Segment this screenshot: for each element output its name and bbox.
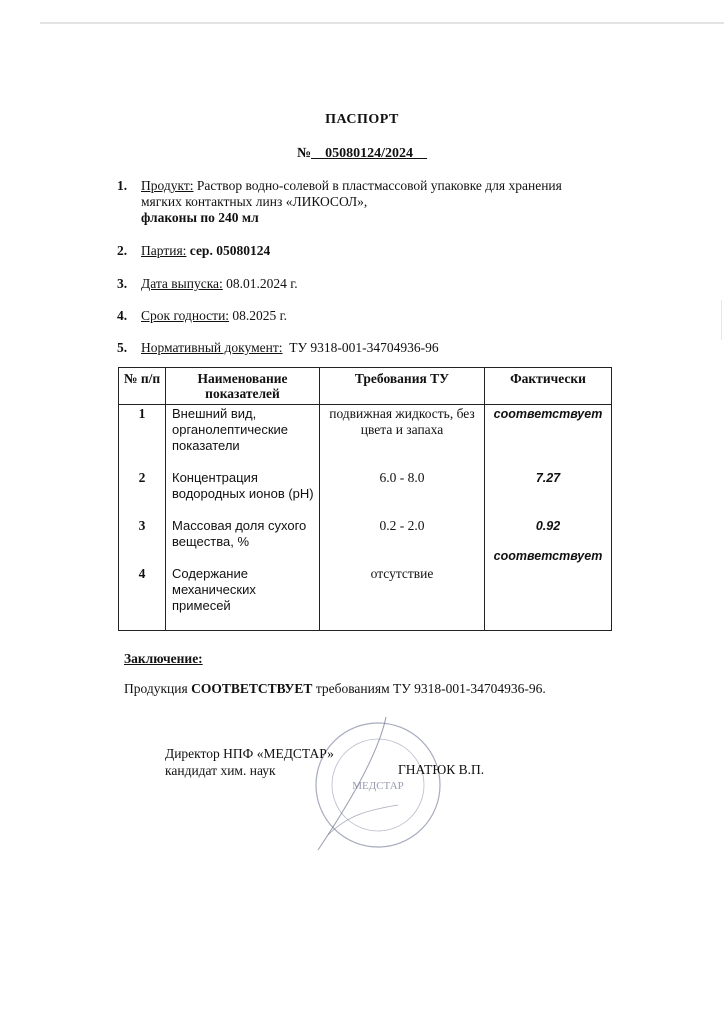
item-product (117, 178, 617, 226)
table-header-row (119, 368, 612, 405)
cell-name: Массовая доля сухого вещества, % (166, 517, 320, 565)
seal-stamp (308, 715, 448, 855)
item-value: ТУ 9318-001-34704936-96 (282, 340, 439, 355)
cell-actual: 7.27 (485, 469, 612, 517)
item-index: 4. (117, 308, 128, 323)
item-index: 1. (117, 178, 128, 193)
item-value: 08.01.2024 г. (222, 276, 298, 291)
signer-position: Директор НПФ «МЕДСТАР» (165, 746, 334, 761)
header-requirement: Требования ТУ (320, 368, 485, 405)
cell-actual-value: 0.92 (535, 518, 561, 533)
conclusion-text (124, 681, 644, 697)
cell-name: Концентрация водородных ионов (pH) (166, 469, 320, 517)
cell-actual-extra: соответствует (493, 548, 603, 563)
table-row (119, 565, 612, 631)
document-number (0, 146, 724, 162)
scan-top-edge (40, 22, 724, 24)
item-release-date (117, 276, 617, 292)
signer-name: ГНАТЮК В.П. (398, 762, 485, 777)
cell-requirement: 6.0 - 8.0 (320, 469, 485, 517)
conclusion-text-before: Продукция (124, 681, 192, 696)
signer-degree: кандидат хим. наук (165, 763, 276, 778)
signer-block (165, 745, 334, 779)
conclusion-text-bold: СООТВЕТСТВУЕТ (191, 681, 313, 696)
cell-num: 3 (119, 517, 166, 565)
header-name: Наименование показателей (166, 368, 320, 405)
cell-num: 1 (119, 405, 166, 469)
cell-actual (485, 517, 612, 565)
cell-requirement: 0.2 - 2.0 (320, 517, 485, 565)
cell-name: Содержание механических примесей (166, 565, 320, 631)
conclusion-text-after: требованиям ТУ 9318-001-34704936-96. (312, 681, 546, 696)
cell-num: 2 (119, 469, 166, 517)
item-batch (117, 243, 617, 259)
item-label: Срок годности: (141, 308, 230, 323)
table-row (119, 469, 612, 517)
item-label: Продукт: (141, 178, 194, 193)
item-value-line3: флаконы по 240 мл (141, 210, 259, 225)
header-num: № п/п (119, 368, 166, 405)
header-actual: Фактически (485, 368, 612, 405)
item-value-line2: мягких контактных линз «ЛИКОСОЛ», (141, 194, 368, 209)
conclusion-label: Заключение: (124, 651, 203, 666)
item-value: Раствор водно-солевой в пластмассовой упаковке для хранения (193, 178, 562, 193)
cell-name: Внешний вид, органолептические показатели (166, 405, 320, 469)
parameters-table (118, 367, 612, 631)
item-label: Дата выпуска: (141, 276, 223, 291)
number-prefix: № (297, 146, 312, 161)
item-index: 3. (117, 276, 128, 291)
table-row (119, 405, 612, 469)
item-normative-doc (117, 340, 617, 356)
scan-edge-mark (721, 300, 722, 340)
document-title: ПАСПОРТ (325, 112, 399, 127)
item-expiry (117, 308, 617, 324)
cell-requirement: отсутствие (320, 565, 485, 631)
table-row (119, 517, 612, 565)
number-value: __05080124/2024__ (311, 146, 427, 161)
cell-actual (485, 565, 612, 631)
item-value: сер. 05080124 (186, 243, 271, 258)
item-label: Нормативный документ: (141, 340, 283, 355)
item-value: 08.2025 г. (229, 308, 288, 323)
cell-requirement: подвижная жидкость, без цвета и запаха (320, 405, 485, 469)
item-index: 5. (117, 340, 128, 355)
cell-num: 4 (119, 565, 166, 631)
item-label: Партия: (141, 243, 187, 258)
stamp-text: МЕДСТАР (352, 780, 404, 792)
cell-actual: соответствует (485, 405, 612, 469)
item-index: 2. (117, 243, 128, 258)
